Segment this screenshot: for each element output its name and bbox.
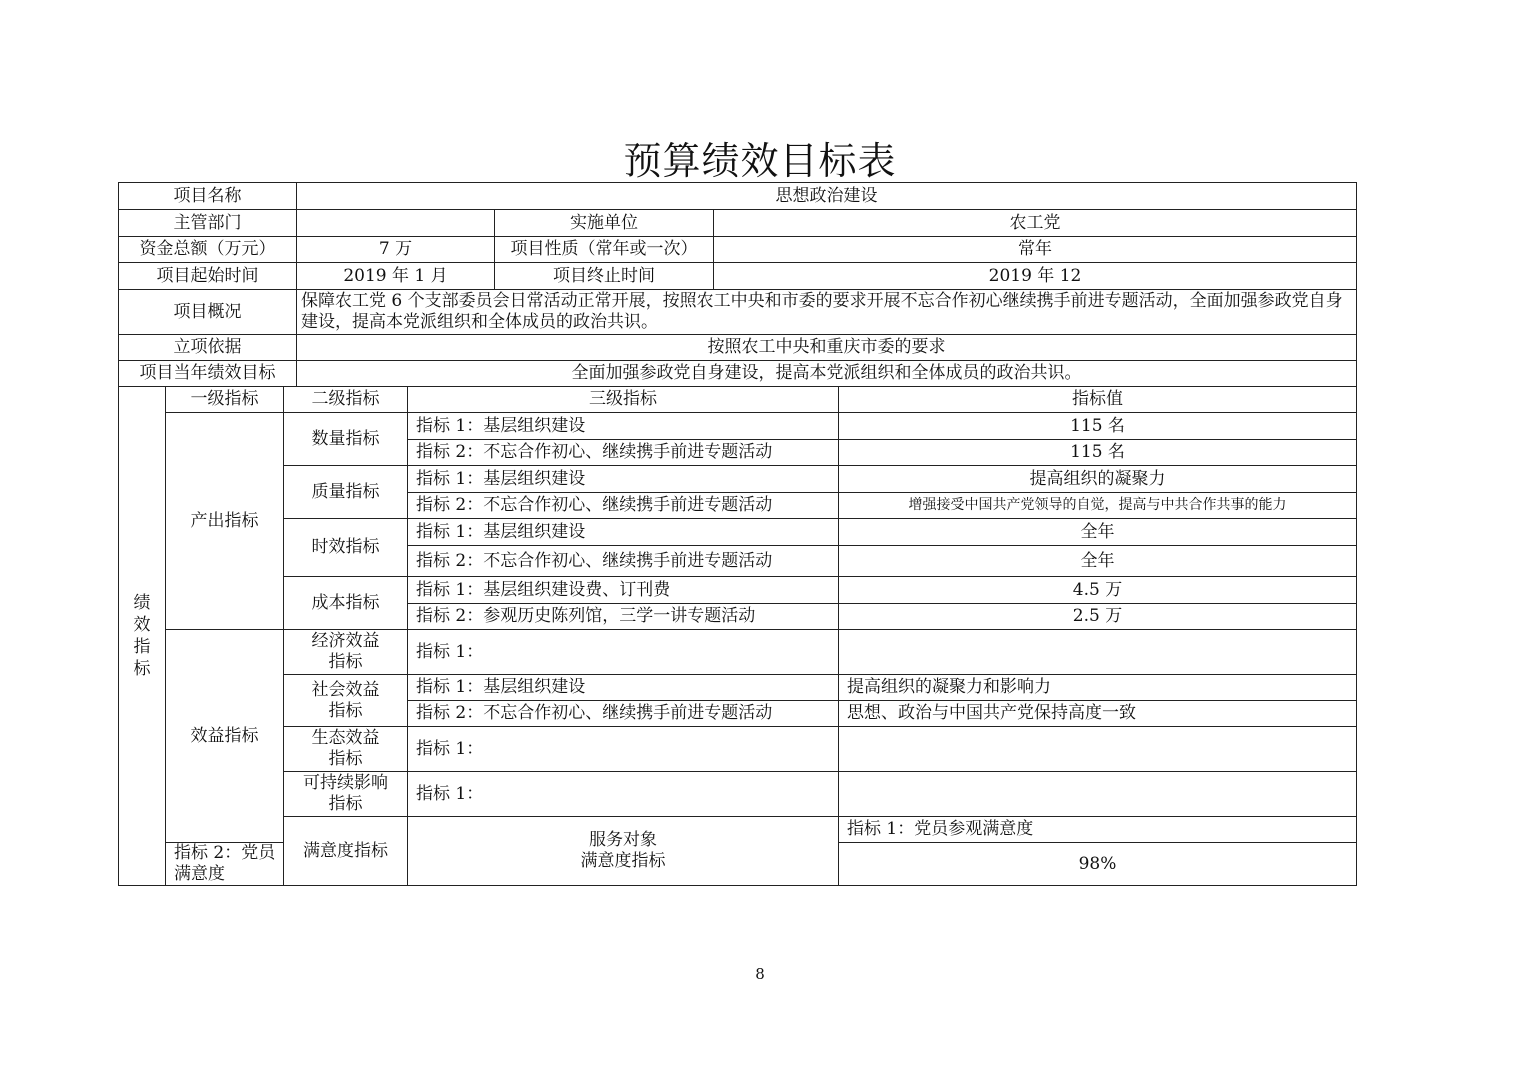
service-r1: 指标 1：党员参观满意度 — [839, 817, 1357, 843]
service-label — [408, 817, 839, 886]
header-l1: 一级指标 — [166, 387, 284, 413]
ecological-label-a: 生态效益 — [311, 728, 380, 748]
economic-v1 — [839, 630, 1357, 675]
ecological-label-b: 指标 — [328, 749, 363, 769]
service-r2: 指标 2：党员满意度 — [166, 843, 284, 886]
side-label — [119, 387, 166, 886]
sustainable-r1: 指标 1： — [408, 772, 839, 817]
page-number: 8 — [755, 965, 765, 983]
cost-v1: 4.5 万 — [839, 577, 1357, 604]
social-label-a: 社会效益 — [311, 679, 380, 700]
ecological-v1 — [839, 727, 1357, 772]
economic-label — [284, 630, 408, 675]
cost-r1: 指标 1：基层组织建设费、订刊费 — [408, 577, 839, 604]
social-v1: 提高组织的凝聚力和影响力 — [839, 675, 1357, 701]
dept-label: 主管部门 — [119, 210, 297, 237]
goal-value: 全面加强参政党自身建设，提高本党派组织和全体成员的政治共识。 — [297, 361, 1357, 387]
ecological-label — [284, 727, 408, 772]
effect-label: 效益指标 — [166, 630, 284, 843]
overview-label: 项目概况 — [119, 290, 297, 335]
timeliness-v2: 全年 — [839, 546, 1357, 577]
fund-value: 7 万 — [297, 237, 495, 263]
quantity-v1: 115 名 — [839, 413, 1357, 440]
page-title: 预算绩效目标表 — [623, 139, 897, 183]
end-value: 2019 年 12 — [714, 263, 1357, 290]
sustainable-label — [284, 772, 408, 817]
service-v2: 98% — [839, 843, 1357, 886]
timeliness-v1: 全年 — [839, 519, 1357, 546]
basis-label: 立项依据 — [119, 335, 297, 361]
dept-value — [297, 210, 495, 237]
header-l2: 二级指标 — [284, 387, 408, 413]
economic-r1: 指标 1： — [408, 630, 839, 675]
economic-label-a: 经济效益 — [311, 631, 380, 651]
quantity-v2: 115 名 — [839, 440, 1357, 466]
fund-label: 资金总额（万元） — [119, 237, 297, 263]
social-r1: 指标 1：基层组织建设 — [408, 675, 839, 701]
social-r2: 指标 2：不忘合作初心、继续携手前进专题活动 — [408, 701, 839, 727]
quality-v2: 增强接受中国共产党领导的自觉，提高与中共合作共事的能力 — [839, 493, 1357, 519]
start-value: 2019 年 1 月 — [297, 263, 495, 290]
sustainable-label-b: 指标 — [328, 794, 363, 814]
cost-r2: 指标 2：参观历史陈列馆，三学一讲专题活动 — [408, 604, 839, 630]
cost-v2: 2.5 万 — [839, 604, 1357, 630]
quantity-r1: 指标 1：基层组织建设 — [408, 413, 839, 440]
quality-v1: 提高组织的凝聚力 — [839, 466, 1357, 493]
timeliness-label: 时效指标 — [284, 519, 408, 577]
end-label: 项目终止时间 — [495, 263, 714, 290]
project-name-label: 项目名称 — [119, 183, 297, 210]
nature-value: 常年 — [714, 237, 1357, 263]
quality-r1: 指标 1：基层组织建设 — [408, 466, 839, 493]
header-value: 指标值 — [839, 387, 1357, 413]
economic-label-b: 指标 — [328, 652, 363, 672]
start-label: 项目起始时间 — [119, 263, 297, 290]
quality-label: 质量指标 — [284, 466, 408, 519]
satisfaction-label: 满意度指标 — [284, 817, 408, 886]
timeliness-r1: 指标 1：基层组织建设 — [408, 519, 839, 546]
service-label-b: 满意度指标 — [580, 851, 666, 871]
sustainable-label-a: 可持续影响 — [303, 773, 388, 793]
quality-r2: 指标 2：不忘合作初心、继续携手前进专题活动 — [408, 493, 839, 519]
nature-label: 项目性质（常年或一次） — [495, 237, 714, 263]
cost-label: 成本指标 — [284, 577, 408, 630]
side-label-text: 绩效指标 — [133, 593, 151, 679]
social-v2: 思想、政治与中国共产党保持高度一致 — [839, 701, 1357, 727]
social-label — [284, 675, 408, 727]
quantity-r2: 指标 2：不忘合作初心、继续携手前进专题活动 — [408, 440, 839, 466]
impl-unit-value: 农工党 — [714, 210, 1357, 237]
indicators-table — [118, 386, 1357, 886]
overview-value: 保障农工党 6 个支部委员会日常活动正常开展，按照农工中央和市委的要求开展不忘合作初心继续携手前进专题活动，全面加强参政党自身建设，提高本党派组织和全体成员的政治共识。 — [297, 290, 1357, 335]
social-label-b: 指标 — [328, 700, 363, 721]
quantity-label: 数量指标 — [284, 413, 408, 466]
impl-unit-label: 实施单位 — [495, 210, 714, 237]
header-l3: 三级指标 — [408, 387, 839, 413]
output-label: 产出指标 — [166, 413, 284, 630]
service-label-a: 服务对象 — [589, 830, 657, 850]
project-info-table — [118, 182, 1357, 387]
ecological-r1: 指标 1： — [408, 727, 839, 772]
goal-label: 项目当年绩效目标 — [119, 361, 297, 387]
basis-value: 按照农工中央和重庆市委的要求 — [297, 335, 1357, 361]
timeliness-r2: 指标 2：不忘合作初心、继续携手前进专题活动 — [408, 546, 839, 577]
project-name-value: 思想政治建设 — [297, 183, 1357, 210]
sustainable-v1 — [839, 772, 1357, 817]
